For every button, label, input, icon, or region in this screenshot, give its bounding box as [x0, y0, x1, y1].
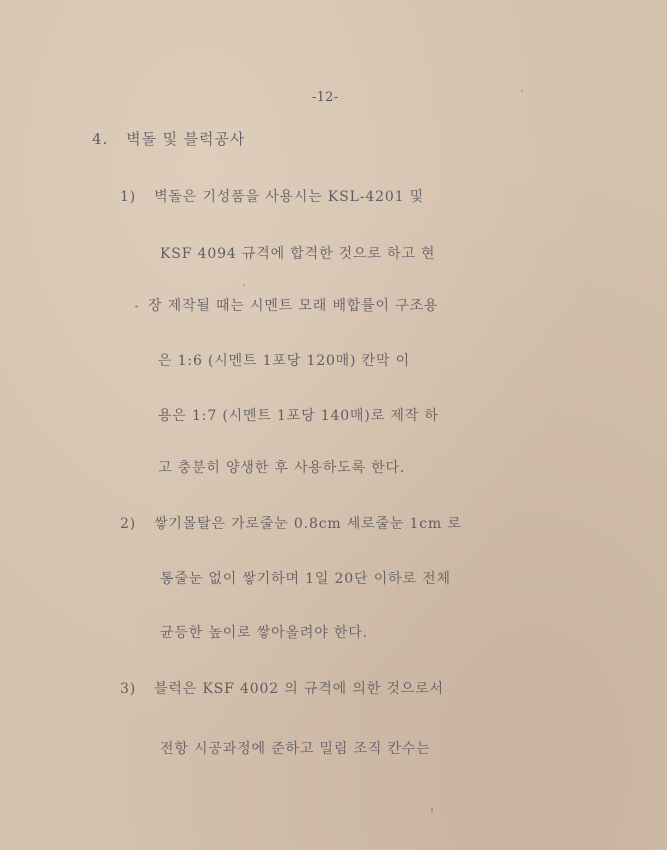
- section-heading-marker: 4.: [92, 130, 109, 148]
- text-line: [160, 243, 435, 263]
- section-heading-text: 벽돌 및 블럭공사: [126, 130, 246, 148]
- line-text: 균등한 높이로 쌓아올려야 한다.: [160, 625, 368, 641]
- text-line: [158, 457, 405, 477]
- text-line: [158, 405, 439, 425]
- line-text: 장 제작될 때는 시멘트 모래 배합률이 구조용: [148, 298, 439, 314]
- line-text: 블럭은 KSF 4002 의 규격에 의한 것으로서: [154, 681, 444, 697]
- text-line: [148, 295, 438, 315]
- text-line: [120, 678, 444, 698]
- paper-speck: [431, 808, 433, 812]
- paper-speck: [521, 90, 523, 92]
- text-line: [160, 622, 368, 642]
- line-text: 은 1:6 (시멘트 1포당 120매) 칸막 이: [158, 353, 411, 369]
- text-line: [160, 738, 431, 758]
- text-line: [158, 350, 410, 370]
- line-text: 쌓기몰탈은 가로줄눈 0.8cm 세로줄눈 1cm 로: [154, 516, 462, 532]
- item-marker: 1): [120, 189, 137, 205]
- paper-speck: [243, 284, 245, 286]
- line-text: KSF 4094 규격에 합격한 것으로 하고 현: [160, 246, 436, 262]
- item-marker: 2): [120, 516, 137, 532]
- text-line: [120, 186, 424, 206]
- line-text: 용은 1:7 (시멘트 1포당 140매)로 제작 하: [158, 408, 439, 424]
- line-text: 고 충분히 양생한 후 사용하도록 한다.: [158, 460, 406, 476]
- line-text: 벽돌은 기성품을 사용시는 KSL-4201 및: [154, 189, 425, 205]
- line-text: 통줄눈 없이 쌓기하며 1일 20단 이하로 전체: [160, 571, 451, 587]
- line-text: 전항 시공과정에 준하고 밀림 조직 칸수는: [160, 741, 431, 757]
- text-line: [160, 568, 451, 588]
- paper-speck: [135, 305, 138, 308]
- page-number: -12-: [312, 90, 339, 105]
- text-line: [120, 513, 462, 533]
- item-marker: 3): [120, 681, 137, 697]
- section-heading: [92, 128, 245, 149]
